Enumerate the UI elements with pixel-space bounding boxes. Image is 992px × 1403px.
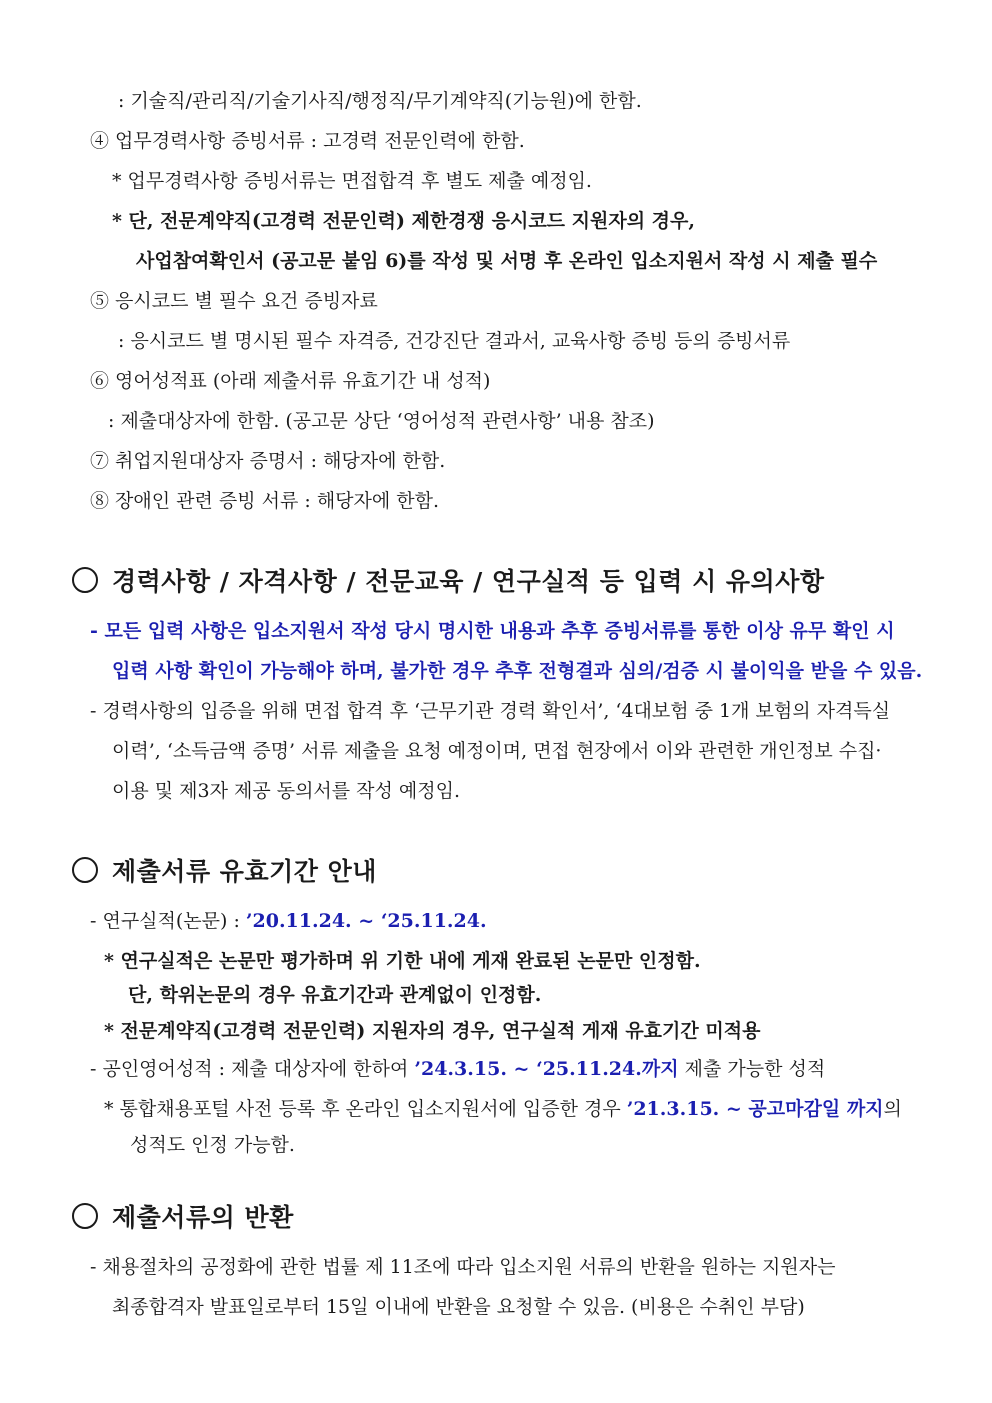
list-item-5: ⑤ 응시코드 별 필수 요건 증빙자료 xyxy=(90,290,378,312)
return-line2: 최종합격자 발표일로부터 15일 이내에 반환을 요청할 수 있음. (비용은 수취인 부담) xyxy=(112,1296,805,1318)
section-heading-input-notes xyxy=(72,566,825,598)
list-note-2-cont: 사업참여확인서 (공고문 붙임 6)를 작성 및 서명 후 온라인 입소지원서 작성 시 제출 필수 xyxy=(136,250,878,272)
section1-para1-line2: 입력 사항 확인이 가능해야 하며, 불가한 경우 추후 전형결과 심의/검증 시 불이익을 받을 수 있음. xyxy=(112,660,923,682)
circle-bullet-icon xyxy=(72,1203,98,1229)
validity-english-note-label: * 통합채용포털 사전 등록 후 온라인 입소지원서에 입증한 경우 xyxy=(104,1098,627,1120)
list-item-6-detail: : 제출대상자에 한함. (공고문 상단 ‘영어성적 관련사항’ 내용 참조) xyxy=(108,410,655,432)
list-item-6: ⑥ 영어성적표 (아래 제출서류 유효기간 내 성적) xyxy=(90,370,491,392)
validity-english-note-cont: 성적도 인정 가능함. xyxy=(130,1134,295,1156)
list-item-7: ⑦ 취업지원대상자 증명서 : 해당자에 한함. xyxy=(90,450,446,472)
section-heading-text: 제출서류 유효기간 안내 xyxy=(112,857,377,886)
validity-research-note1: * 연구실적은 논문만 평가하며 위 기한 내에 게재 완료된 논문만 인정함. xyxy=(104,950,701,972)
validity-research xyxy=(90,908,487,934)
section1-para1-line1: - 모든 입력 사항은 입소지원서 작성 당시 명시한 내용과 추후 증빙서류를 통한 이상 유무 확인 시 xyxy=(90,620,895,642)
validity-english-note-date: ’21.3.15. ~ 공고마감일 까지 xyxy=(626,1098,884,1120)
section-heading-text: 제출서류의 반환 xyxy=(112,1203,294,1232)
validity-english-note-tail: 의 xyxy=(883,1098,902,1120)
validity-english xyxy=(90,1056,825,1082)
section-heading-validity xyxy=(72,856,377,888)
validity-english-note xyxy=(104,1096,902,1122)
list-item-4: ④ 업무경력사항 증빙서류 : 고경력 전문인력에 한함. xyxy=(90,130,525,152)
return-line1: - 채용절차의 공정화에 관한 법률 제 11조에 따라 입소지원 서류의 반환을 원하는 지원자는 xyxy=(90,1256,836,1278)
section1-para2-line2: 이력’, ‘소득금액 증명’ 서류 제출을 요청 예정이며, 면접 현장에서 이와 관련한 개인정보 수집· xyxy=(112,740,882,762)
validity-research-note3: * 전문계약직(고경력 전문인력) 지원자의 경우, 연구실적 게재 유효기간 미적용 xyxy=(104,1020,761,1042)
list-item-8: ⑧ 장애인 관련 증빙 서류 : 해당자에 한함. xyxy=(90,490,440,512)
list-line-1: : 기술직/관리직/기술기사직/행정직/무기계약직(기능원)에 한함. xyxy=(118,90,642,112)
list-note-1: * 업무경력사항 증빙서류는 면접합격 후 별도 제출 예정임. xyxy=(112,170,592,192)
section1-para2-line3: 이용 및 제3자 제공 동의서를 작성 예정임. xyxy=(112,780,461,802)
list-note-2: * 단, 전문계약직(고경력 전문인력) 제한경쟁 응시코드 지원자의 경우, xyxy=(112,210,696,232)
list-item-5-detail: : 응시코드 별 명시된 필수 자격증, 건강진단 결과서, 교육사항 증빙 등의 증빙서류 xyxy=(118,330,791,352)
validity-research-label: - 연구실적(논문) : xyxy=(90,910,246,932)
validity-english-tail: 제출 가능한 성적 xyxy=(678,1058,826,1080)
circle-bullet-icon xyxy=(72,567,98,593)
section1-para2-line1: - 경력사항의 입증을 위해 면접 합격 후 ‘근무기관 경력 확인서’, ‘4대보험 중 1개 보험의 자격득실 xyxy=(90,700,891,722)
validity-english-label: - 공인영어성적 : 제출 대상자에 한하여 xyxy=(90,1058,415,1080)
validity-research-date: ’20.11.24. ~ ‘25.11.24. xyxy=(245,910,487,932)
validity-research-note2: 단, 학위논문의 경우 유효기간과 관계없이 인정함. xyxy=(128,984,542,1006)
section-heading-text: 경력사항 / 자격사항 / 전문교육 / 연구실적 등 입력 시 유의사항 xyxy=(112,567,825,596)
validity-english-date: ’24.3.15. ~ ‘25.11.24.까지 xyxy=(414,1058,679,1080)
section-heading-return xyxy=(72,1202,294,1234)
circle-bullet-icon xyxy=(72,857,98,883)
